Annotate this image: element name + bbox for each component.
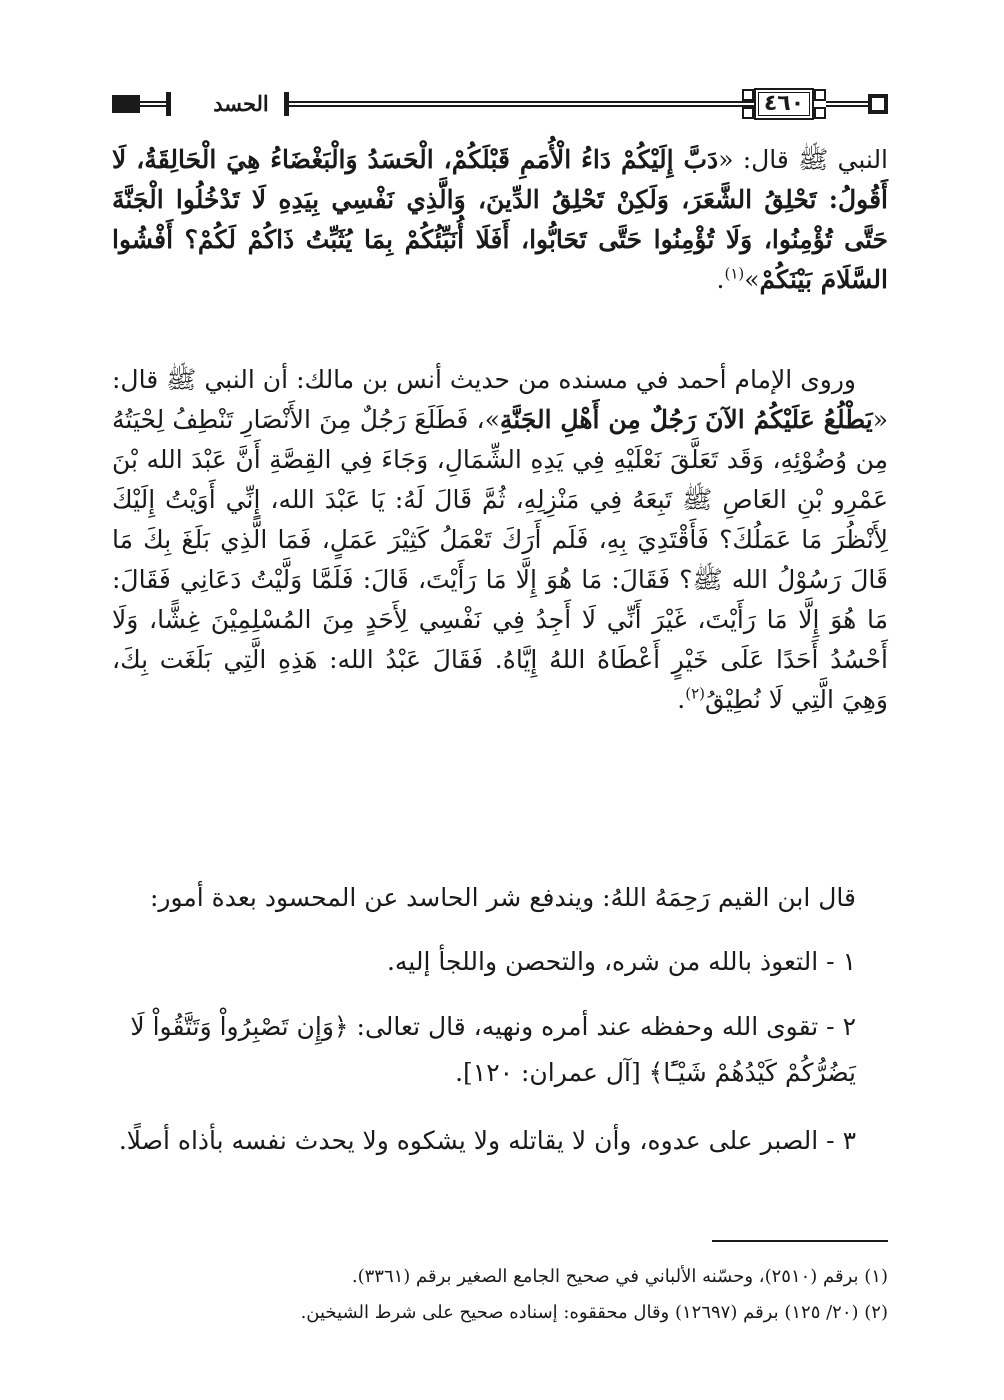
footnote-separator [712, 1240, 888, 1242]
header-left-ornament [112, 95, 140, 113]
list-item-number: ٢ - [826, 1012, 856, 1041]
paragraph-hadith-1 [112, 140, 888, 300]
quote-close: » [744, 265, 760, 294]
footnote-1: (١) برقم (٢٥١٠)، وحسّنه الألباني في صحيح الجامع الصغير برقم (٣٣٦١). [351, 1266, 888, 1287]
footnote-ref-2[interactable]: (٢) [685, 684, 705, 703]
list-item [112, 940, 888, 984]
list-item-text: تقوى الله وحفظه عند أمره ونهيه، قال تعالى: ﴿وَإِن تَصْبِرُواْ وَتَتَّقُواْ لَا يَضُرُّكُمْ كَيْدُهُمْ شَيْـًٔا﴾ [آل عمران: ١٢٠]. [130, 1012, 856, 1087]
header-rule [289, 101, 754, 107]
hadith-text: يَطْلُعُ عَلَيْكُمُ الآنَ رَجُلٌ مِن أَهْلِ الجَنَّةِ [499, 405, 873, 434]
header-rule [826, 101, 872, 107]
header-rule [140, 101, 168, 107]
header-right-ornament [868, 94, 888, 114]
paragraph-ibn-qayyim: قال ابن القيم رَحِمَهُ اللهُ: ويندفع شر الحاسد عن المحسود بعدة أمور: [149, 883, 856, 912]
page-number: ٤٦٠ [763, 91, 805, 116]
chapter-title: الحسد [213, 91, 269, 116]
footnote-2: (٢) (٢٠/ ١٢٥) برقم (١٢٦٩٧) وقال محققوه: إسناده صحيح على شرط الشيخين. [300, 1302, 888, 1323]
list-item [112, 1118, 888, 1164]
paragraph-intro: وروى الإمام أحمد في مسنده من حديث أنس بن مالك: أن النبي ﷺ قال: « [112, 365, 889, 434]
sentence-end: . [716, 265, 725, 294]
page-number-frame [740, 88, 828, 120]
list-item-number: ٣ - [826, 1126, 856, 1155]
paragraph-intro: النبي ﷺ قال: « [718, 145, 889, 174]
list-item-text: الصبر على عدوه، وأن لا يقاتله ولا يشكوه ولا يحدث نفسه بأذاه أصلًا. [118, 1126, 819, 1155]
story-text: »، فَطَلَعَ رَجُلٌ مِنَ الأَنْصَارِ تَنْطِفُ لِحْيَتُهُ مِن وُضُوْئِهِ، وَقَد تَعَلَّقَ نَعْلَيْهِ فِي يَدِهِ الشِّمَالِ، وَجَاءَ فِي القِصَّةِ أَنَّ عَبْدَ الله بْنَ عَمْرِو بْنِ العَاصِ ﷺ تَبِعَهُ فِي مَنْزِلِهِ، ثُمَّ قَالَ لَهُ: يَا عَبْدَ الله، إِنِّي أَوَيْتُ إِلَيْكَ لِأَنْظُرَ مَا عَمَلُكَ؟ فَأَقْتَدِيَ بِهِ، فَلَم أَرَكَ تَعْمَلُ كَثِيْرَ عَمَلٍ، فَمَا الَّذِي بَلَغَ بِكَ مَا قَالَ رَسُوْلُ الله ﷺ؟ فَقَالَ: مَا هُوَ إِلَّا مَا رَأَيْتَ، قَالَ: فَلَمَّا وَلَّيْتُ دَعَانِي فَقَالَ: مَا هُوَ إِلَّا مَا رَأَيْتَ، غَيْرَ أَنِّي لَا أَجِدُ فِي نَفْسِي لِأَحَدٍ مِنَ المُسْلِمِيْنَ غِشًّا، وَلَا أَحْسُدُ أَحَدًا عَلَى خَيْرٍ أَعْطَاهُ اللهُ إِيَّاهُ. فَقَالَ عَبْدُ الله: هَذِهِ الَّتِي بَلَغَت بِكَ، وَهِيَ الَّتِي لَا نُطِيْقُ [112, 405, 888, 714]
paragraph-hadith-2 [112, 360, 888, 720]
list-item-number: ١ - [826, 947, 856, 976]
list-item-text: التعوذ بالله من شره، والتحصن واللجأ إليه. [386, 947, 819, 976]
header-divider [166, 92, 171, 116]
sentence-end: . [677, 685, 686, 714]
list-item [112, 1004, 888, 1096]
footnote-ref-1[interactable]: (١) [724, 264, 745, 283]
hadith-text: دَبَّ إِلَيْكُمْ دَاءُ الْأُمَمِ قَبْلَكُمْ، الْحَسَدُ وَالْبَغْضَاءُ هِيَ الْحَالِقَةُ، لَا أَقُولُ: تَحْلِقُ الشَّعَرَ، وَلَكِنْ تَحْلِقُ الدِّينَ، وَالَّذِي نَفْسِي بِيَدِهِ لَا تَدْخُلُوا الْجَنَّةَ حَتَّى تُؤْمِنُوا، وَلَا تُؤْمِنُوا حَتَّى تَحَابُّوا، أَفَلَا أُنَبِّئُكُمْ بِمَا يُثَبِّتُ ذَاكُمْ لَكُمْ؟ أَفْشُوا السَّلَامَ بَيْنَكُمْ [112, 145, 888, 294]
page-header [112, 88, 888, 120]
